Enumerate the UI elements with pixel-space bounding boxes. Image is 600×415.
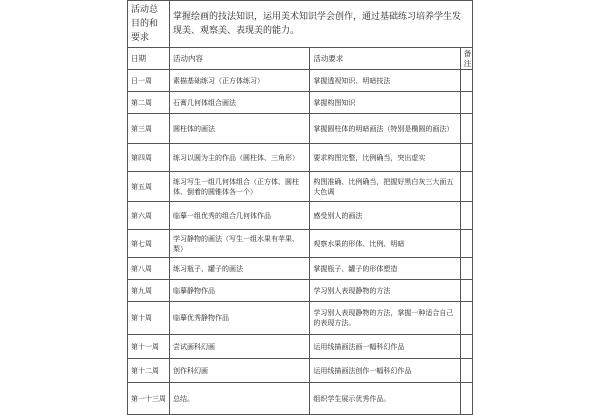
content-cell: 总结。 [170,383,310,415]
table-row [128,70,473,92]
week-cell: 第五周 [128,172,170,202]
table-row [128,114,473,144]
note-cell [460,144,472,172]
note-cell [460,302,472,335]
requirement-cell: 学习别人表现静物的方法，掌握一种适合自己的表现方法。 [310,302,460,335]
table-row [128,230,473,258]
header-week: 日期 [128,48,170,70]
requirement-cell: 观察水果的形体、比例、明暗 [310,230,460,258]
header-note: 备注 [460,48,472,70]
requirement-cell: 掌握瓶子、罐子的形体塑造 [310,258,460,280]
table-row [128,359,473,383]
week-cell: 第二周 [128,92,170,114]
table-row [128,202,473,230]
header-row [128,48,473,70]
content-cell: 临摹一组优秀的组合几何体作品 [170,202,310,230]
note-cell [460,359,472,383]
requirement-cell: 构图准确、比例确当，把握好黑白灰三大面五大色调 [310,172,460,202]
content-cell: 尝试画科幻画 [170,335,310,359]
table-row [128,335,473,359]
note-cell [460,202,472,230]
week-cell: 第六周 [128,202,170,230]
content-cell: 练习瓶子、罐子的画法 [170,258,310,280]
week-cell: 第八周 [128,258,170,280]
week-cell: 第九周 [128,280,170,302]
requirement-cell: 掌握圆柱体的明暗画法（特别是椭圆的画法） [310,114,460,144]
table-row [128,383,473,415]
week-cell: 第一十三周 [128,383,170,415]
requirement-cell: 掌握透视知识、明暗技法 [310,70,460,92]
content-cell: 素描基础练习（正方体练习） [170,70,310,92]
requirement-cell: 运用线描画法画一幅科幻作品 [310,335,460,359]
week-cell: 第十一周 [128,335,170,359]
requirement-cell: 组织学生展示优秀作品。 [310,383,460,415]
week-cell: 第十周 [128,302,170,335]
goal-row [128,1,473,48]
requirement-cell: 感受别人的画法 [310,202,460,230]
table-row [128,258,473,280]
note-cell [460,280,472,302]
note-cell [460,92,472,114]
requirement-cell: 学习别人表现静物的方法 [310,280,460,302]
content-cell: 临摹静物作品 [170,280,310,302]
requirement-cell: 要求构图完整，比例确当，突出虚实 [310,144,460,172]
note-cell [460,230,472,258]
week-cell: 日一周 [128,70,170,92]
note-cell [460,383,472,415]
content-cell: 练习以圆为主的作品（圆柱体、三角形） [170,144,310,172]
week-cell: 第四周 [128,144,170,172]
activity-plan-table [127,0,473,415]
content-cell: 石膏几何体组合画法 [170,92,310,114]
requirement-cell: 掌握构图知识 [310,92,460,114]
week-cell: 第七周 [128,230,170,258]
content-cell: 圆柱体的画法 [170,114,310,144]
note-cell [460,172,472,202]
content-cell: 创作科幻画 [170,359,310,383]
header-requirement: 活动要求 [310,48,460,70]
requirement-cell: 运用线描画法创作一幅科幻作品 [310,359,460,383]
table-row [128,302,473,335]
table-row [128,172,473,202]
week-cell: 第十二周 [128,359,170,383]
table-row [128,144,473,172]
note-cell [460,114,472,144]
header-content: 活动内容 [170,48,310,70]
table-row [128,92,473,114]
note-cell [460,70,472,92]
table-row [128,280,473,302]
note-cell [460,335,472,359]
week-cell: 第三周 [128,114,170,144]
note-cell [460,258,472,280]
content-cell: 练习写生一组几何体组合（正方体、圆柱体、倒着的圆锥体各一个） [170,172,310,202]
content-cell: 临摹优秀静物作品 [170,302,310,335]
goal-label: 活动总目的和要求 [128,1,170,48]
content-cell: 学习静物的画法（写生一组水果有苹果、梨） [170,230,310,258]
goal-text: 掌握绘画的技法知识，运用美术知识学会创作，通过基础练习培养学生发现美、观察美、表现美的能力。 [170,1,473,48]
